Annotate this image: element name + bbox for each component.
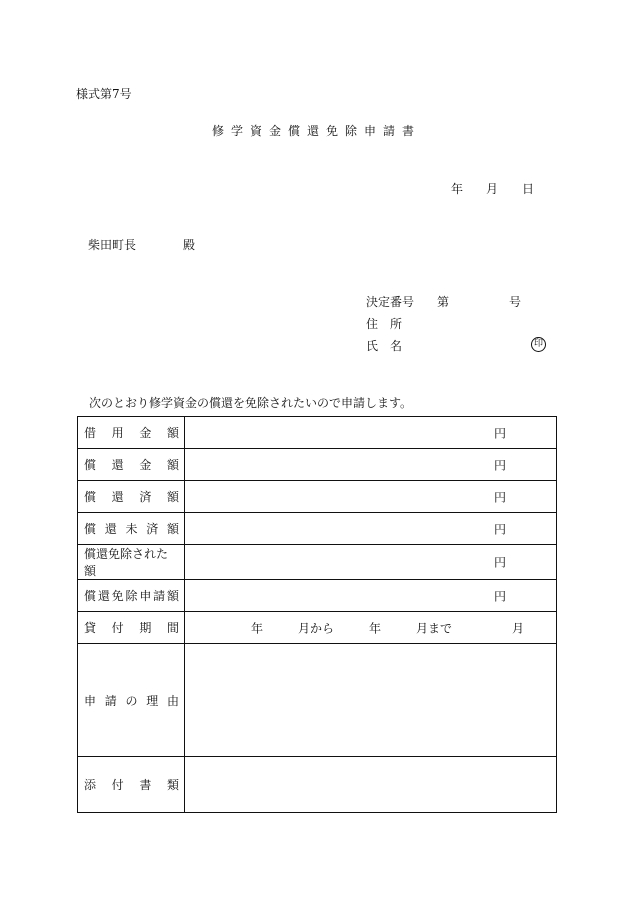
- row-label: 償還免除された額: [84, 547, 169, 578]
- decision-number-label: 決定番号: [366, 295, 415, 309]
- amount-input[interactable]: [185, 545, 557, 580]
- period-year-to: 年: [369, 621, 382, 635]
- address-label: 住 所: [366, 317, 403, 331]
- amount-input[interactable]: [185, 513, 557, 545]
- amount-input[interactable]: [185, 580, 557, 612]
- amount-input[interactable]: [185, 481, 557, 513]
- row-label: 償 還 未 済 額: [84, 522, 179, 536]
- row-label: 償 還 免 除 申 請 額: [84, 589, 179, 603]
- application-table: [77, 416, 557, 813]
- period-year-from: 年: [251, 621, 264, 635]
- form-number: 様式第7号: [76, 87, 132, 101]
- attachments-input[interactable]: [185, 757, 557, 813]
- period-month-from: 月から: [298, 621, 335, 635]
- addressee-name: 柴田町長: [88, 238, 137, 252]
- table-row: [78, 513, 557, 545]
- name-label: 氏 名: [366, 339, 403, 353]
- period-month-to: 月まで: [416, 621, 453, 635]
- addressee-honorific: 殿: [183, 238, 196, 252]
- table-row: [78, 417, 557, 449]
- yen-unit: 円: [494, 589, 507, 603]
- date-year-label: 年: [451, 182, 464, 196]
- row-label: 添 付 書 類: [84, 778, 179, 792]
- reason-input[interactable]: [185, 644, 557, 757]
- table-row: [78, 580, 557, 612]
- yen-unit: 円: [494, 490, 507, 504]
- yen-unit: 円: [494, 522, 507, 536]
- decision-number-suffix: 号: [509, 295, 522, 309]
- amount-input[interactable]: [185, 449, 557, 481]
- row-label: 申 請 の 理 由: [84, 693, 179, 708]
- table-row: [78, 757, 557, 813]
- period-months: 月: [512, 621, 525, 635]
- date-day-label: 日: [522, 182, 535, 196]
- table-row: [78, 449, 557, 481]
- intro-text: 次のとおり修学資金の償還を免除されたいので申請します。: [89, 396, 413, 410]
- amount-input[interactable]: [185, 417, 557, 449]
- row-label: 貸 付 期 間: [84, 621, 179, 635]
- yen-unit: 円: [494, 426, 507, 440]
- row-label: 償 還 済 額: [84, 490, 179, 504]
- document-title: 修学資金償還免除申請書: [212, 124, 422, 138]
- table-row: [78, 612, 557, 644]
- loan-period-input[interactable]: [185, 612, 557, 644]
- yen-unit: 円: [494, 458, 507, 472]
- row-label: 借 用 金 額: [84, 426, 179, 440]
- decision-number-prefix: 第: [437, 295, 450, 309]
- table-row: [78, 481, 557, 513]
- table-row: [78, 545, 557, 580]
- yen-unit: 円: [494, 555, 507, 570]
- seal-mark: 印: [531, 337, 546, 352]
- date-month-label: 月: [486, 182, 499, 196]
- table-row: [78, 644, 557, 757]
- row-label: 償 還 金 額: [84, 458, 179, 472]
